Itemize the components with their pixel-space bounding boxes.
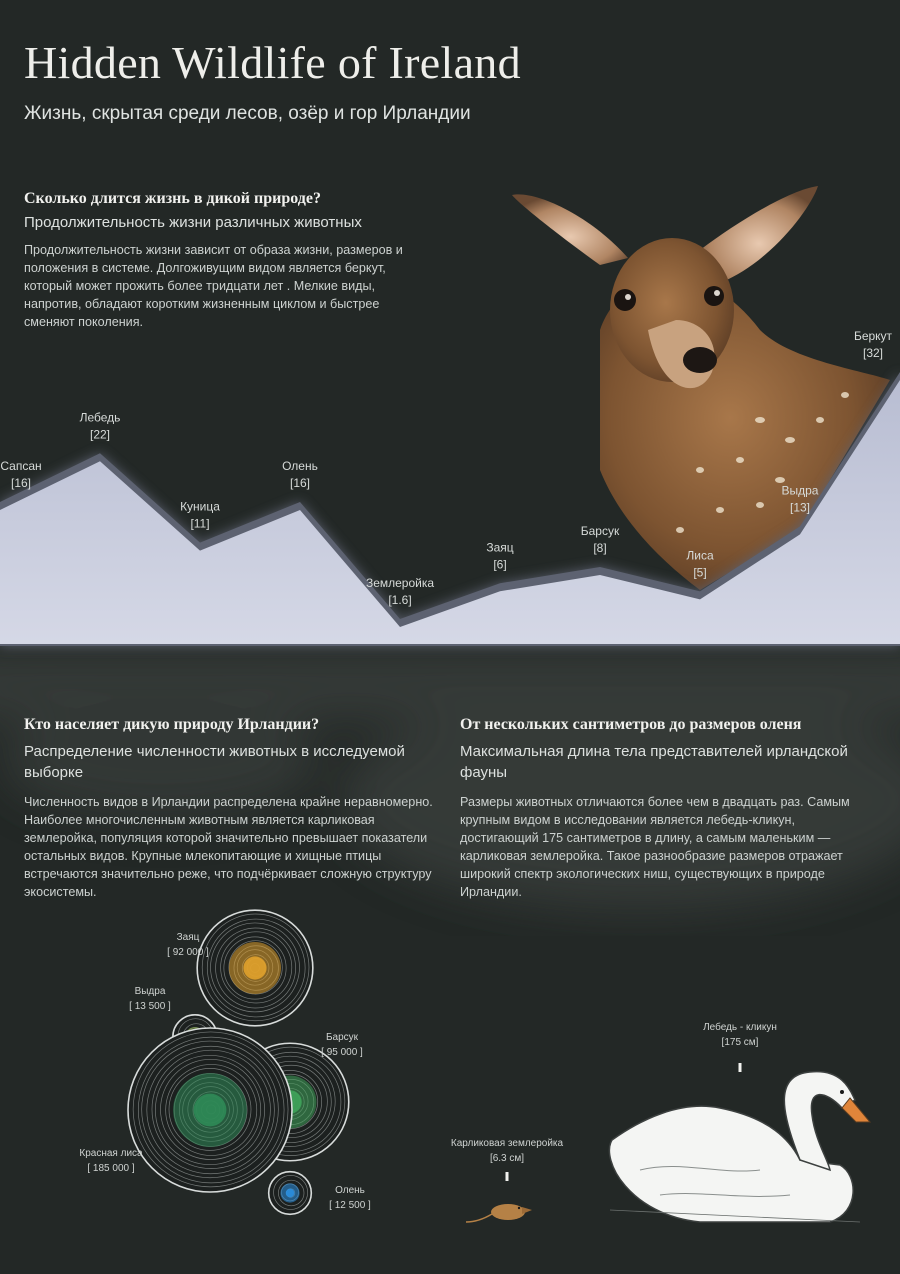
bubble-value-label: [ 92 000 ]	[167, 947, 209, 958]
size-label: Карликовая землеройка	[450, 1138, 564, 1149]
size-section-subheading: Максимальная длина тела представителей ирландской фауны	[460, 743, 848, 781]
bubble-label: Барсук	[325, 1032, 359, 1043]
shrew-snout	[522, 1207, 532, 1214]
area-value-label: [5]	[693, 565, 707, 580]
deer-nose	[683, 347, 717, 373]
deer-right-eye	[704, 286, 724, 306]
bubble-value-label: [ 13 500 ]	[129, 1001, 171, 1012]
population-section-heading: Кто населяет дикую природу Ирландии?	[24, 716, 320, 733]
area-value-label: [16]	[10, 476, 32, 490]
population-bubble-chart	[79, 910, 371, 1214]
bubble	[197, 910, 313, 1026]
bubble-value-label: [ 95 000 ]	[321, 1047, 363, 1058]
swan-eye	[840, 1090, 844, 1094]
area-category-label: Барсук	[580, 524, 620, 538]
lifespan-section-text: Продолжительность жизни зависит от образа жизни, размеров и положения в системе. Долгоживущим видом является беркут, который может прожить более тридцати лет . Мелкие виды, напротив, обладают коротким жизненным циклом и быстрее сменяют поколения.	[24, 243, 403, 329]
bubble-label: Олень	[335, 1185, 365, 1196]
area-category-label: Землеройка	[365, 576, 435, 590]
area-category-label: Куница	[180, 499, 220, 514]
lifespan-section-subheading: Продолжительность жизни различных животных	[24, 214, 362, 231]
area-value-label: [11]	[190, 516, 210, 531]
size-label: Лебедь - кликун	[703, 1022, 777, 1033]
shrew-illustration	[466, 1204, 532, 1222]
area-category-label: Сапсан	[0, 459, 42, 473]
area-value-label: [8]	[593, 541, 607, 555]
swan-illustration	[609, 1072, 870, 1222]
area-value-label: [32]	[862, 346, 884, 360]
area-category-label: Лиса	[686, 548, 714, 563]
bubble	[269, 1172, 312, 1215]
area-category-label: Беркут	[853, 329, 893, 343]
area-category-label: Олень	[282, 459, 318, 473]
size-marker	[739, 1063, 742, 1072]
area-value-label: [6]	[493, 557, 507, 572]
shrew-tail	[466, 1214, 492, 1222]
lifespan-section-heading: Сколько длится жизнь в дикой природе?	[24, 190, 321, 207]
area-value-label: [1.6]	[388, 593, 412, 607]
bubble-value-label: [ 185 000 ]	[87, 1163, 135, 1174]
area-value-label: [22]	[89, 427, 111, 442]
area-category-label: Заяц	[486, 540, 514, 555]
page-title: Hidden Wildlife of Ireland	[24, 37, 521, 88]
size-value-label: [175 см]	[721, 1037, 759, 1048]
area-category-label: Выдра	[781, 483, 819, 498]
area-value-label: [13]	[789, 500, 811, 515]
page-subtitle: Жизнь, скрытая среди лесов, озёр и гор Ирландии	[24, 103, 471, 124]
area-value-label: [16]	[289, 476, 311, 490]
size-section-heading: От нескольких сантиметров до размеров оленя	[460, 716, 802, 733]
bubble-label: Заяц	[176, 932, 200, 943]
deer-left-eye	[614, 289, 636, 311]
size-marker	[506, 1172, 509, 1181]
bubble-label: Выдра	[134, 986, 166, 997]
body-size-comparison	[451, 1021, 870, 1222]
area-category-label: Лебедь	[79, 410, 121, 425]
bubble-value-label: [ 12 500 ]	[329, 1200, 371, 1211]
bubble-label: Красная лиса	[79, 1148, 143, 1159]
bubble	[128, 1028, 292, 1192]
size-value-label: [6.3 см]	[489, 1153, 525, 1164]
population-section-text: Численность видов в Ирландии распределена крайне неравномерно. Наиболее многочисленным животным является карликовая землеройка, популяция которой значительно превышает показатели остальных видов. Крупные млекопитающие и хищные птицы встречаются значительно реже, что подчёркивает сложную структуру экосистемы.	[24, 795, 433, 899]
population-section-subheading: Распределение численности животных в исследуемой выборке	[24, 743, 405, 781]
size-section-text: Размеры животных отличаются более чем в двадцать раз. Самым крупным видом в исследовании является лебедь-кликун, достигающий 175 сантиметров в длину, а самым маленьким — карликовая землеройка. Такое разнообразие размеров отражает широкий спектр экологических ниш, существующих в природе Ирландии.	[460, 795, 850, 899]
deer-left-ear	[512, 194, 628, 265]
shrew-body	[491, 1204, 525, 1220]
